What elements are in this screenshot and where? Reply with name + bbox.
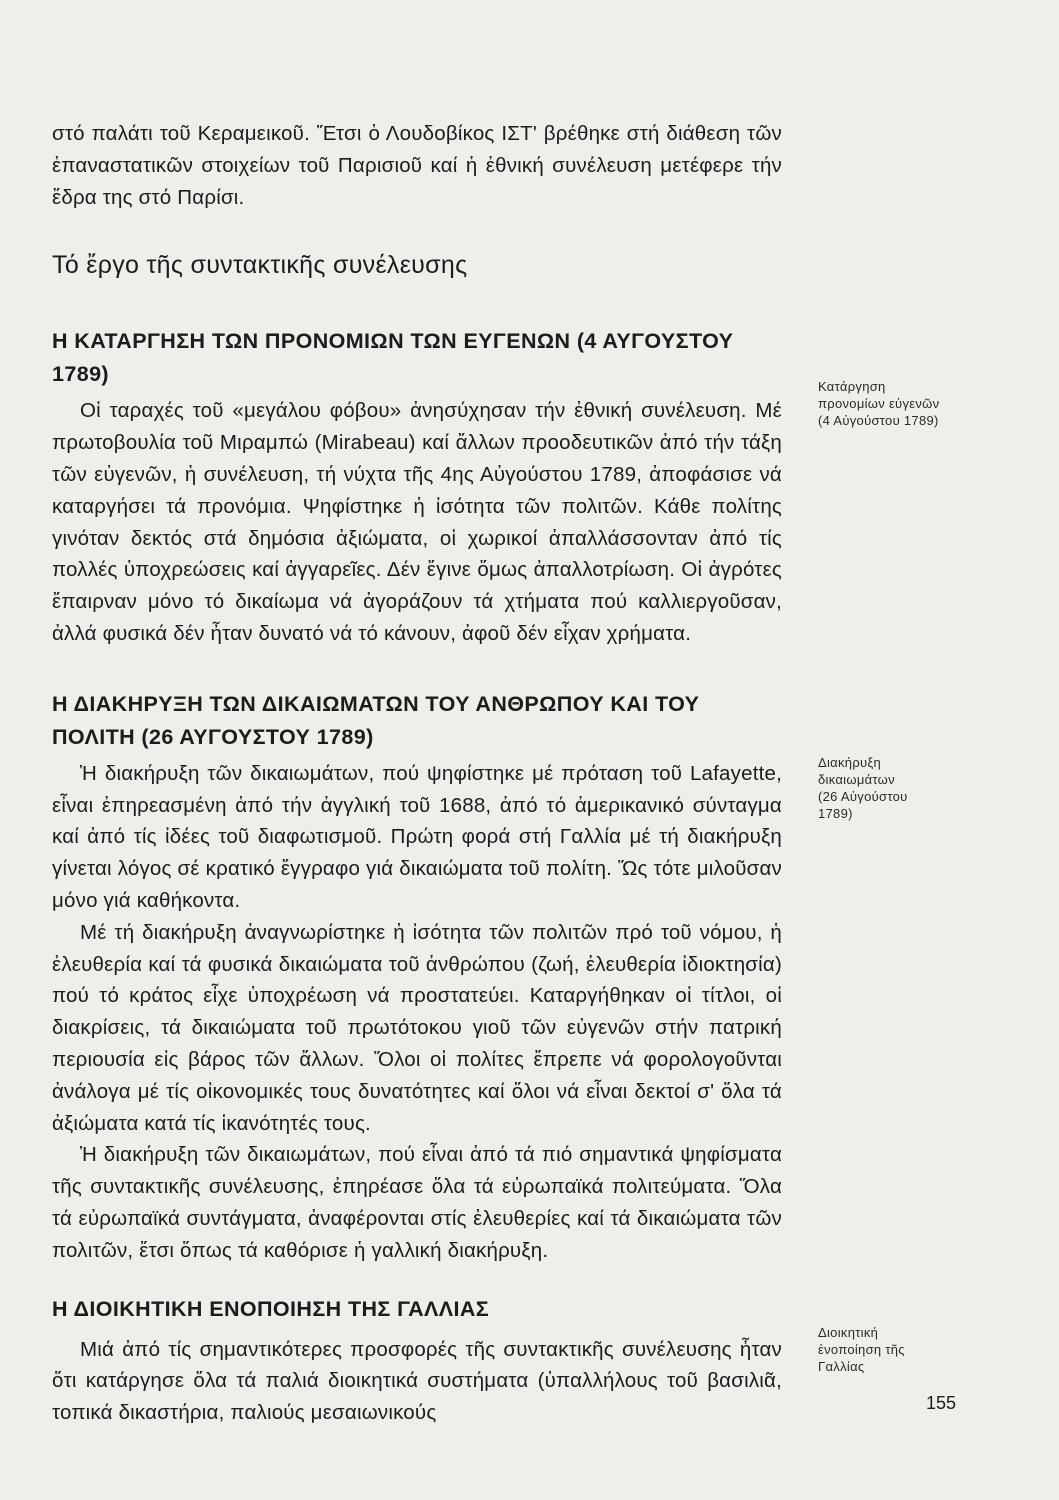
- heading-administrative-unification: Η ΔΙΟΙΚΗΤΙΚΗ ΕΝΟΠΟΙΗΣΗ ΤΗΣ ΓΑΛΛΙΑΣ: [52, 1296, 490, 1321]
- margin-note-line: Γαλλίας: [818, 1359, 865, 1374]
- paragraph-unification: Μιά ἀπό τίς σημαντικότερες προσφορές τῆς συντακτικῆς συνέλευσης ἦταν ὅτι κατάργησε ὅλα τά παλιά διοικητικά συστήματα (ὑπαλλήλους τοῦ βασιλιᾶ, τοπικά δικαστήρια, παλιούς μεσαιωνικούς: [52, 1337, 782, 1425]
- margin-note-declaration: [818, 754, 1018, 822]
- margin-note-line: Κατάργηση: [818, 379, 886, 394]
- section-title: Τό ἔργο τῆς συντακτικῆς συνέλευσης: [52, 251, 468, 280]
- margin-note-line: δικαιωμάτων: [818, 772, 895, 787]
- paragraph-declaration-1: Ἡ διακήρυξη τῶν δικαιωμάτων, πού ψηφίστηκε μέ πρόταση τοῦ Lafayette, εἶναι ἐπηρεασμένη ἀπό τήν ἀγγλική τοῦ 1688, ἀπό τό ἀμερικανικό σύνταγμα καί ἀπό τίς ἰδέες τοῦ διαφωτισμοῦ. Πρώτη φορά στή Γαλλία μέ τή διακήρυξη γίνεται λόγος σέ κρατικό ἔγγραφο γιά δικαιώματα τοῦ πολίτη. Ὥς τότε μιλοῦσαν μόνο γιά καθήκοντα.: [52, 761, 782, 912]
- margin-note-line: 1789): [818, 806, 853, 821]
- margin-note-unification: [818, 1324, 1018, 1375]
- paragraph-abolition: Οἱ ταραχές τοῦ «μεγάλου φόβου» ἀνησύχησαν τήν ἐθνική συνέλευση. Μέ πρωτοβουλία τοῦ Μιραμπώ (Mirabeau) καί ἄλλων προοδευτικῶν ἀπό τήν τάξη τῶν εὐγενῶν, ἡ συνέλευση, τή νύχτα τῆς 4ης Αὐγούστου 1789, ἀποφάσισε νά καταργήσει τά προνόμια. Ψηφίστηκε ἡ ἰσότητα τῶν πολιτῶν. Κάθε πολίτης γινόταν δεκτός στά δημόσια ἀξιώματα, οἱ χωρικοί ἀπαλλάσσονταν ἀπό τίς πολλές ὑποχρεώσεις καί ἀγγαρεῖες. Δέν ἔγινε ὅμως ἀπαλλοτρίωση. Οἱ ἀγρότες ἔπαιρναν μόνο τό δικαίωμα νά ἀγοράζουν τά χτήματα πού καλλιεργοῦσαν, ἀλλά φυσικά δέν ἦταν δυνατό νά τό κάνουν, ἀφοῦ δέν εἶχαν χρήματα.: [52, 399, 782, 645]
- paragraph-declaration-3: Ἡ διακήρυξη τῶν δικαιωμάτων, πού εἶναι ἀπό τά πιό σημαντικά ψηφίσματα τῆς συντακτικῆς συνέλευσης, ἐπηρέασε ὅλα τά εὐρωπαϊκά πολιτεύματα. Ὅλα τά εὐρωπαϊκά συντάγματα, ἀναφέρονται στίς ἐλευθερίες καί τά δικαιώματα τῶν πολιτῶν, ἔτσι ὅπως τά καθόρισε ἡ γαλλική διακήρυξη.: [52, 1143, 782, 1262]
- margin-note-line: Διακήρυξη: [818, 755, 882, 770]
- margin-note-line: (26 Αὐγούστου: [818, 789, 908, 804]
- main-text-column: [52, 118, 782, 1429]
- heading-abolition-privileges: Η ΚΑΤΑΡΓΗΣΗ ΤΩΝ ΠΡΟΝΟΜΙΩΝ ΤΩΝ ΕΥΓΕΝΩΝ (4 ΑΥΓΟΥΣΤΟΥ 1789): [52, 329, 734, 387]
- margin-note-line: προνομίων εὐγενῶν: [818, 396, 940, 411]
- intro-paragraph: στό παλάτι τοῦ Κεραμεικοῦ. Ἔτσι ὁ Λουδοβίκος ΙΣΤ' βρέθηκε στή διάθεση τῶν ἐπαναστατικῶν στοιχείων τοῦ Παρισιοῦ καί ἡ ἐθνική συνέλευση μετέφερε τήν ἕδρα της στό Παρίσι.: [52, 122, 782, 209]
- paragraph-declaration-2: Μέ τή διακήρυξη ἀναγνωρίστηκε ἡ ἰσότητα τῶν πολιτῶν πρό τοῦ νόμου, ἡ ἐλευθερία καί τά φυσικά δικαιώματα τοῦ ἀνθρώπου (ζωή, ἐλευθερία ἰδιοκτησία) πού τό κράτος εἶχε ὑποχρέωση νά προστατεύει. Καταργήθηκαν οἱ τίτλοι, οἱ διακρίσεις, τά δικαιώματα τοῦ πρωτότοκου γιοῦ τῶν εὐγενῶν στήν πατρική περιουσία εἰς βάρος τῶν ἄλλων. Ὅλοι οἱ πολίτες ἔπρεπε νά φορολογοῦνται ἀνάλογα μέ τίς οἰκονομικές τους δυνατότητες καί ὅλοι νά εἶναι δεκτοί σ' ὅλα τά ἀξιώματα κατά τίς ἱκανότητές τους.: [52, 920, 782, 1135]
- margin-note-line: Διοικητική: [818, 1325, 879, 1340]
- heading-declaration-rights: Η ΔΙΑΚΗΡΥΞΗ ΤΩΝ ΔΙΚΑΙΩΜΑΤΩΝ ΤΟΥ ΑΝΘΡΩΠΟΥ ΚΑΙ ΤΟΥ ΠΟΛΙΤΗ (26 ΑΥΓΟΥΣΤΟΥ 1789): [52, 691, 700, 749]
- page-number: 155: [926, 1393, 957, 1413]
- margin-note-line: (4 Αὐγούστου 1789): [818, 413, 939, 428]
- margin-note-line: ἑνοποίηση τῆς: [818, 1342, 905, 1357]
- margin-note-abolition: [818, 378, 1018, 429]
